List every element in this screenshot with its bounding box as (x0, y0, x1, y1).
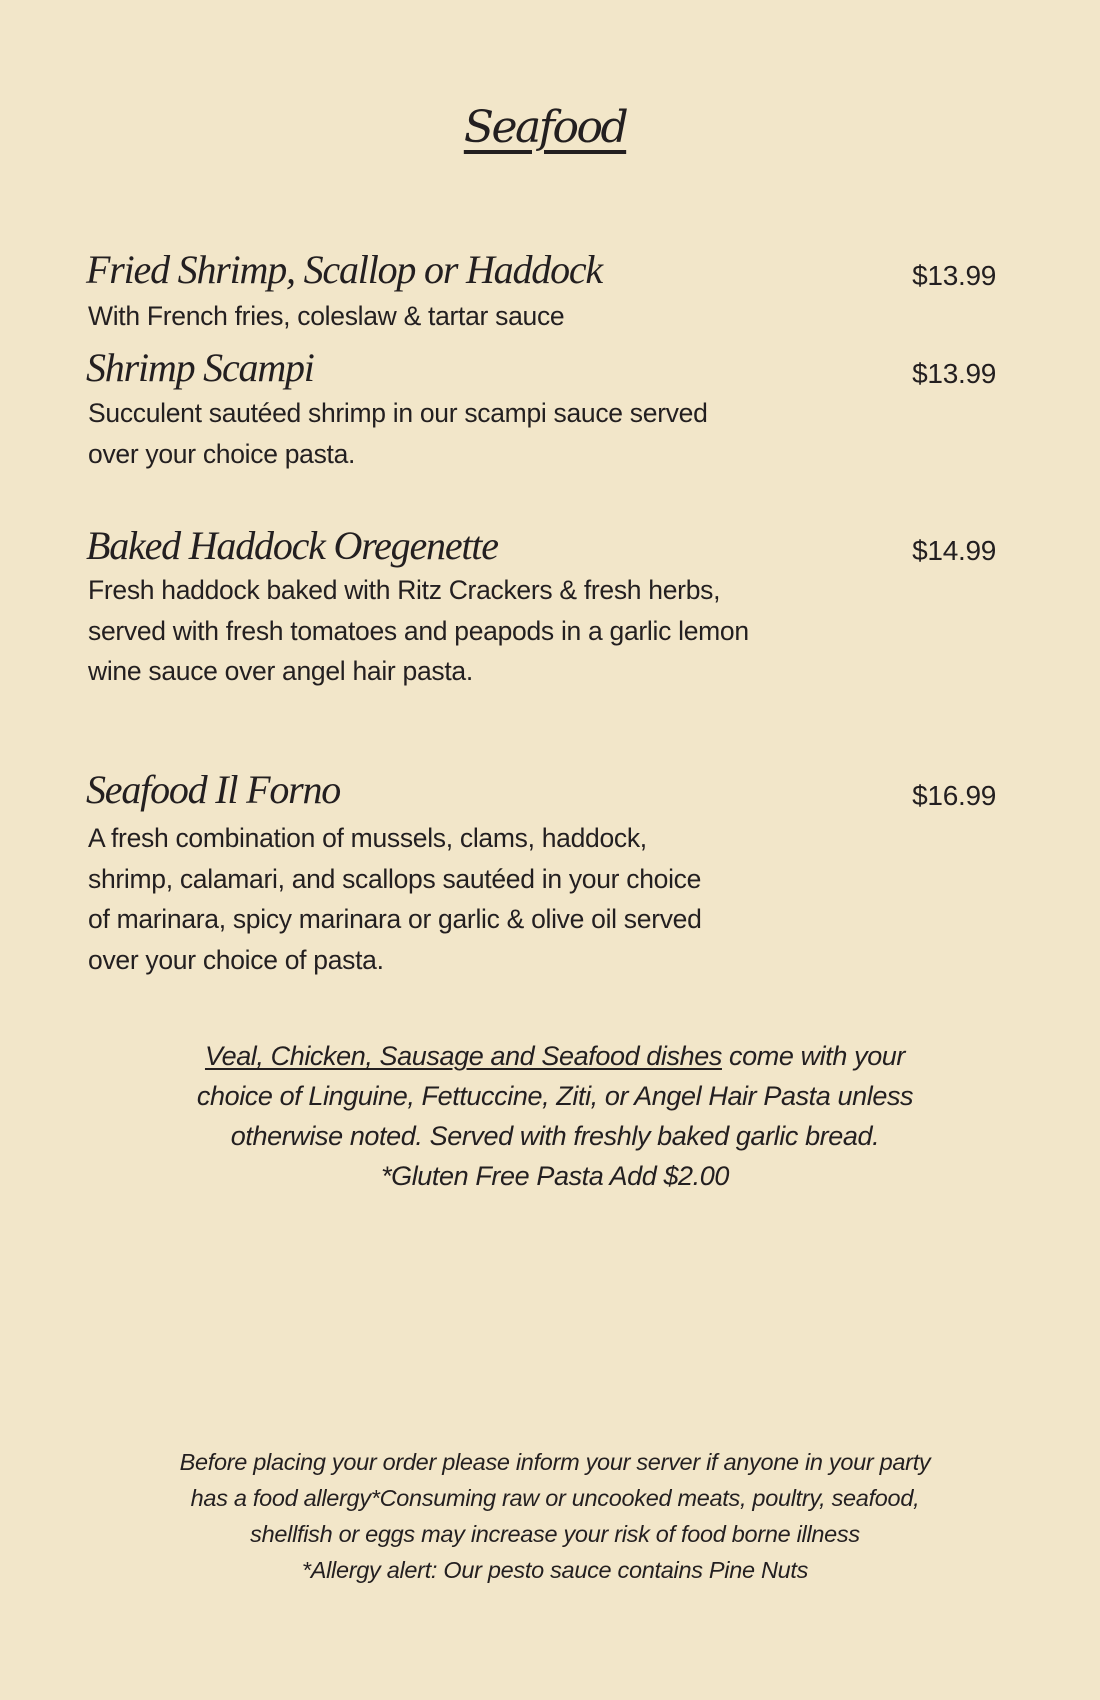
menu-item-name: Fried Shrimp, Scallop or Haddock (86, 247, 602, 292)
description-line: With French fries, coleslaw & tartar sauce (88, 301, 565, 331)
allergy-notice (0, 1444, 1100, 1588)
description-line: Succulent sautéed shrimp in our scampi sauce served (88, 398, 708, 428)
pasta-note-line: choice of Linguine, Fettuccine, Ziti, or Angel Hair Pasta unless (196, 1081, 914, 1111)
menu-item-description (88, 296, 888, 337)
allergy-notice-line: Before placing your order please inform your server if anyone in your party (179, 1449, 931, 1475)
pasta-note-underlined: Veal, Chicken, Sausage and Seafood dishes (204, 1041, 722, 1071)
gluten-free-note: *Gluten Free Pasta Add $2.00 (380, 1161, 730, 1191)
description-line: served with fresh tomatoes and peapods in a garlic lemon (88, 615, 749, 646)
pasta-note-line: otherwise noted. Served with freshly baked garlic bread. (230, 1121, 880, 1151)
menu-item-price: $13.99 (912, 260, 996, 291)
description-line: over your choice of pasta. (88, 944, 384, 975)
allergy-notice-line: shellfish or eggs may increase your risk of food borne illness (250, 1521, 860, 1547)
description-line: over your choice pasta. (88, 438, 356, 469)
section-heading (0, 102, 1090, 153)
description-line: wine sauce over angel hair pasta. (88, 656, 473, 686)
description-line: of marinara, spicy marinara or garlic & olive oil served (88, 904, 702, 934)
description-line: shrimp, calamari, and scallops sautéed in your choice (88, 863, 702, 894)
menu-item-name: Seafood Il Forno (86, 767, 341, 812)
section-title: Seafood (463, 102, 627, 153)
menu-item-price: $14.99 (912, 535, 996, 566)
menu-item-name: Shrimp Scampi (86, 345, 314, 390)
pasta-note-rest: come with your (721, 1041, 906, 1071)
pasta-note-line (0, 1036, 1100, 1076)
menu-item-name: Baked Haddock Oregenette (86, 523, 498, 568)
description-line: A fresh combination of mussels, clams, haddock, (88, 823, 647, 853)
menu-item-price: $13.99 (912, 358, 996, 389)
pasta-note (0, 1036, 1100, 1196)
allergy-alert-line: *Allergy alert: Our pesto sauce contains Pine Nuts (301, 1557, 809, 1583)
menu-item-description (88, 570, 888, 692)
allergy-notice-line: has a food allergy*Consuming raw or uncooked meats, poultry, seafood, (190, 1485, 920, 1511)
description-line: Fresh haddock baked with Ritz Crackers & fresh herbs, (88, 575, 721, 605)
menu-item-description (88, 818, 888, 980)
menu-item-description (88, 393, 888, 474)
menu-item-price: $16.99 (912, 780, 996, 811)
